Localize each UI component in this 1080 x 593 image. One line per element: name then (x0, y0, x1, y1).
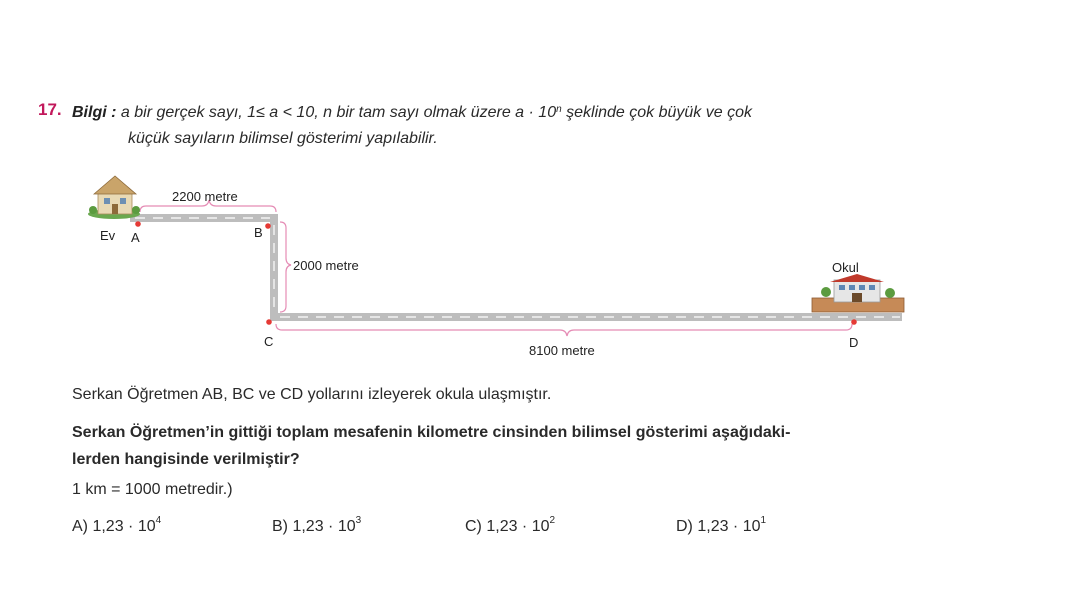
question-number: 17. (38, 100, 62, 119)
road-bc (270, 214, 278, 320)
road-cd (270, 313, 902, 321)
option-c-mantissa: 1,23 (486, 518, 518, 535)
statement: Serkan Öğretmen AB, BC ve CD yollarını izleyerek okula ulaşmıştır. (72, 386, 552, 403)
option-b-mantissa: 1,23 (292, 518, 324, 535)
question-line1: Serkan Öğretmen’in gittiği toplam mesafenin kilometre cinsinden bilimsel gösterimi aşağıdaki- (72, 424, 791, 441)
option-d-base: 10 (742, 518, 761, 535)
label-point-a: A (131, 230, 140, 245)
option-a-exp: 4 (155, 515, 162, 526)
option-b-exp: 3 (355, 515, 362, 526)
option-b-label: B) (272, 518, 288, 535)
option-c-base: 10 (531, 518, 550, 535)
point-a-dot (135, 221, 141, 227)
brace-cd (276, 324, 852, 336)
info-label: Bilgi : (72, 104, 117, 121)
road-ab (130, 214, 278, 222)
option-d-mantissa: 1,23 (697, 518, 729, 535)
info-exp: n (556, 104, 562, 115)
option-a-base: 10 (137, 518, 156, 535)
option-c-exp: 2 (549, 515, 556, 526)
point-b-dot (265, 223, 271, 229)
option-a-label: A) (72, 518, 88, 535)
info-line2: küçük sayıların bilimsel gösterimi yapılabilir. (128, 130, 438, 147)
question-line2: lerden hangisinde verilmiştir? (72, 451, 300, 468)
label-point-b: B (254, 225, 263, 240)
option-d-label: D) (676, 518, 693, 535)
point-d-dot (851, 319, 857, 325)
option-d[interactable]: D) $1,23 \cdot 10^1$ (676, 515, 767, 535)
unit-note: 1 km = 1000 metredir.) (72, 481, 233, 498)
point-c-dot (266, 319, 272, 325)
label-ab: 2200 metre (172, 189, 238, 204)
info-line1: a bir gerçek sayı, 1≤ a < 10, n bir tam sayı olmak üzere a (120, 104, 525, 121)
info-base: 10 (538, 104, 557, 121)
label-okul: Okul (832, 260, 859, 275)
label-point-d: D (849, 335, 859, 350)
dot: · (524, 104, 539, 121)
option-a[interactable]: A) $1,23 \cdot 10^4$ (72, 515, 162, 535)
label-ev: Ev (100, 228, 116, 243)
option-d-exp: 1 (760, 515, 767, 526)
option-a-mantissa: 1,23 (92, 518, 124, 535)
info-line1-end: şeklinde çok büyük ve çok (566, 104, 752, 121)
label-point-c: C (264, 334, 274, 349)
school-icon (812, 274, 904, 312)
label-cd: 8100 metre (529, 343, 595, 358)
option-c[interactable]: C) $1,23 \cdot 10^2$ (465, 515, 556, 535)
label-bc: 2000 metre (293, 258, 359, 273)
brace-bc (280, 222, 291, 312)
option-b-base: 10 (337, 518, 356, 535)
option-c-label: C) (465, 518, 482, 535)
option-b[interactable]: B) $1,23 \cdot 10^3$ (272, 515, 362, 535)
house-icon (88, 176, 140, 219)
